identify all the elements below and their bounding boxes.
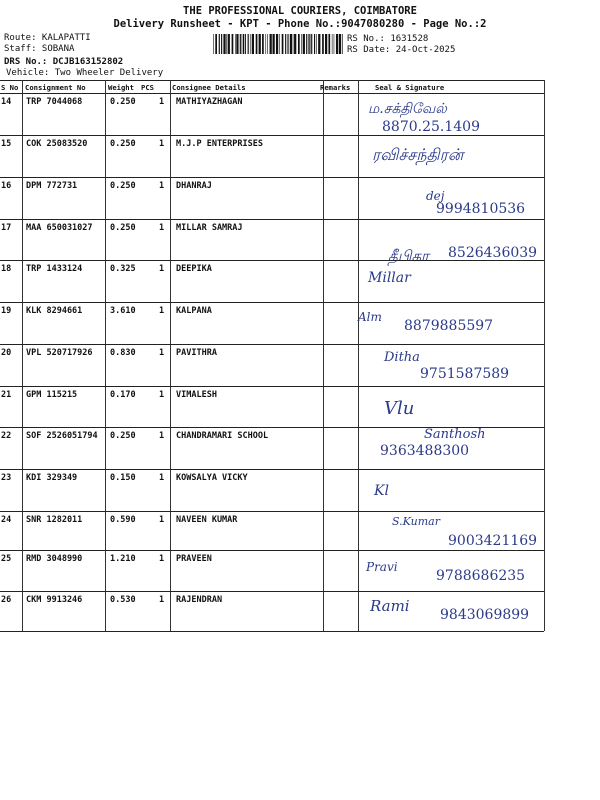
barcode-bar xyxy=(287,34,288,54)
handwritten-phone: 9363488300 xyxy=(380,443,470,459)
barcode-bar xyxy=(245,34,246,54)
handwritten-signature: Rami xyxy=(370,597,410,615)
table-row xyxy=(0,93,544,135)
sno-cell: 19 xyxy=(1,306,12,316)
weight-cell: 0.830 xyxy=(110,348,136,358)
table-row xyxy=(0,135,544,177)
consignee-cell: KALPANA xyxy=(176,306,212,316)
table-row xyxy=(0,386,544,427)
barcode-bar xyxy=(314,34,315,54)
pcs-cell: 1 xyxy=(159,473,165,483)
handwritten-signature: S.Kumar xyxy=(392,515,440,528)
consignment-cell: RMD 3048990 xyxy=(26,554,83,564)
pcs-cell: 1 xyxy=(159,554,165,564)
barcode-bar xyxy=(235,34,236,54)
pcs-cell: 1 xyxy=(159,181,165,191)
sno-cell: 24 xyxy=(1,515,12,525)
handwritten-phone: 9788686235 xyxy=(436,568,526,584)
table-row xyxy=(0,591,544,631)
consignee-cell: DEEPIKA xyxy=(176,264,212,274)
row-border xyxy=(0,631,544,632)
barcode-bar xyxy=(219,34,220,54)
barcode-bar xyxy=(293,34,294,54)
consignment-cell: TRP 7044068 xyxy=(26,97,83,107)
table-row xyxy=(0,260,544,302)
sno-cell: 25 xyxy=(1,554,12,564)
barcode-bar xyxy=(256,34,258,54)
handwritten-signature: ரவிச்சந்திரன் xyxy=(372,145,464,164)
rs-number: RS No.: 1631528 xyxy=(347,34,429,44)
weight-cell: 0.325 xyxy=(110,264,136,274)
handwritten-signature: Kl xyxy=(374,483,389,499)
weight-cell: 0.590 xyxy=(110,515,136,525)
barcode-bar xyxy=(311,34,312,54)
consignee-cell: PRAVEEN xyxy=(176,554,212,564)
sno-cell: 23 xyxy=(1,473,12,483)
consignment-cell: DPM 772731 xyxy=(26,181,78,191)
barcode-bar xyxy=(294,34,296,54)
sno-cell: 22 xyxy=(1,431,12,441)
drs-number: DRS No.: DCJB163152802 xyxy=(4,57,124,67)
barcode-bar xyxy=(303,34,305,54)
consignment-cell: TRP 1433124 xyxy=(26,264,83,274)
barcode-bar xyxy=(262,34,264,54)
consignment-cell: KLK 8294661 xyxy=(26,306,83,316)
weight-cell: 0.250 xyxy=(110,97,136,107)
header-pcs: PCS xyxy=(141,83,154,92)
consignment-cell: CKM 9913246 xyxy=(26,595,83,605)
table-row xyxy=(0,550,544,591)
consignment-cell: COK 25083520 xyxy=(26,139,88,149)
staff-label: Staff: SOBANA xyxy=(4,44,75,54)
barcode-bar xyxy=(265,34,266,54)
handwritten-signature: Santhosh xyxy=(424,427,486,442)
consignment-cell: SOF 2526051794 xyxy=(26,431,98,441)
sno-cell: 18 xyxy=(1,264,12,274)
vehicle-label: Vehicle: Two Wheeler Delivery xyxy=(6,68,164,78)
header-remarks: Remarks xyxy=(320,83,351,92)
handwritten-signature: Millar xyxy=(368,270,411,286)
header-sno: S No xyxy=(1,83,19,92)
consignment-cell: SNR 1282011 xyxy=(26,515,83,525)
barcode-bar xyxy=(309,34,310,54)
barcode-bar xyxy=(252,34,254,54)
barcode-bar xyxy=(316,34,317,54)
weight-cell: 0.530 xyxy=(110,595,136,605)
table-row xyxy=(0,469,544,511)
consignee-cell: MATHIYAZHAGAN xyxy=(176,97,243,107)
barcode-bar xyxy=(228,34,230,54)
weight-cell: 0.170 xyxy=(110,390,136,400)
consignee-cell: NAVEEN KUMAR xyxy=(176,515,238,525)
sno-cell: 14 xyxy=(1,97,12,107)
weight-cell: 1.210 xyxy=(110,554,136,564)
table-row xyxy=(0,344,544,386)
pcs-cell: 1 xyxy=(159,390,165,400)
handwritten-phone: 9751587589 xyxy=(420,366,510,382)
header-weight: Weight xyxy=(108,83,134,92)
barcode-bar xyxy=(322,34,324,54)
barcode-bar xyxy=(242,34,243,54)
handwritten-phone: 9994810536 xyxy=(436,201,526,217)
barcode-bar xyxy=(223,34,225,54)
barcode-bar xyxy=(226,34,227,54)
barcode-bar xyxy=(298,34,300,54)
barcode-bar xyxy=(290,34,292,54)
rs-date: RS Date: 24-Oct-2025 xyxy=(347,45,456,55)
pcs-cell: 1 xyxy=(159,431,165,441)
table-row xyxy=(0,302,544,344)
barcode-bar xyxy=(332,34,333,54)
pcs-cell: 1 xyxy=(159,264,165,274)
pcs-cell: 1 xyxy=(159,223,165,233)
barcode-bar xyxy=(328,34,330,54)
pcs-cell: 1 xyxy=(159,595,165,605)
sno-cell: 21 xyxy=(1,390,12,400)
header-seal: Seal & Signature xyxy=(375,83,445,92)
barcode-bar xyxy=(276,34,278,54)
barcode-bar xyxy=(248,34,249,54)
handwritten-signature: ம.சக்திவேல் xyxy=(368,101,447,117)
weight-cell: 0.150 xyxy=(110,473,136,483)
table-top-border xyxy=(0,80,544,81)
pcs-cell: 1 xyxy=(159,348,165,358)
sno-cell: 15 xyxy=(1,139,12,149)
header-consignee: Consignee Details xyxy=(172,83,246,92)
sno-cell: 26 xyxy=(1,595,12,605)
weight-cell: 0.250 xyxy=(110,181,136,191)
handwritten-phone: 8879885597 xyxy=(404,318,494,334)
barcode-bar xyxy=(243,34,244,54)
barcode-bar xyxy=(306,34,307,54)
table-row xyxy=(0,427,544,469)
table-row xyxy=(0,511,544,550)
pcs-cell: 1 xyxy=(159,97,165,107)
header-consignment: Consignment No xyxy=(25,83,86,92)
consignee-cell: M.J.P ENTERPRISES xyxy=(176,139,263,149)
consignee-cell: RAJENDRAN xyxy=(176,595,223,605)
weight-cell: 0.250 xyxy=(110,431,136,441)
barcode-bar xyxy=(240,34,241,54)
weight-cell: 3.610 xyxy=(110,306,136,316)
runsheet-subtitle: Delivery Runsheet - KPT - Phone No.:9047080280 - Page No.:2 xyxy=(113,18,487,30)
barcode-bar xyxy=(336,34,338,54)
barcode-bar xyxy=(342,34,343,54)
barcode-image xyxy=(213,34,343,54)
barcode-bar xyxy=(270,34,272,54)
barcode-bar xyxy=(232,34,234,54)
handwritten-phone: 8870.25.1409 xyxy=(382,119,480,135)
barcode-bar xyxy=(339,34,341,54)
barcode-bar xyxy=(250,34,251,54)
barcode-bar xyxy=(285,34,286,54)
route-label: Route: KALAPATTI xyxy=(4,33,91,43)
barcode-bar xyxy=(267,34,268,54)
table-row xyxy=(0,177,544,219)
consignee-cell: CHANDRAMARI SCHOOL xyxy=(176,431,269,441)
col-divider xyxy=(544,80,545,631)
company-title: THE PROFESSIONAL COURIERS, COIMBATORE xyxy=(183,5,417,17)
barcode-bar xyxy=(334,34,335,54)
consignment-cell: MAA 650031027 xyxy=(26,223,93,233)
handwritten-phone: 9843069899 xyxy=(440,607,530,623)
barcode-bar xyxy=(236,34,238,54)
weight-cell: 0.250 xyxy=(110,139,136,149)
consignment-cell: KDI 329349 xyxy=(26,473,78,483)
barcode-bar xyxy=(308,34,309,54)
handwritten-signature: Pravi xyxy=(366,560,398,574)
barcode-bar xyxy=(325,34,327,54)
handwritten-signature: Alm xyxy=(358,310,382,324)
consignment-cell: GPM 115215 xyxy=(26,390,78,400)
handwritten-phone: 9003421169 xyxy=(448,533,538,549)
weight-cell: 0.250 xyxy=(110,223,136,233)
barcode-bar xyxy=(273,34,275,54)
barcode-bar xyxy=(279,34,280,54)
barcode-bar xyxy=(318,34,320,54)
pcs-cell: 1 xyxy=(159,515,165,525)
consignee-cell: VIMALESH xyxy=(176,390,217,400)
barcode-bar xyxy=(259,34,261,54)
pcs-cell: 1 xyxy=(159,306,165,316)
handwritten-signature: Ditha xyxy=(384,350,420,365)
handwritten-signature: Vlu xyxy=(384,398,415,419)
handwritten-signature: தீபிகா xyxy=(388,247,429,265)
consignee-cell: KOWSALYA VICKY xyxy=(176,473,248,483)
consignee-cell: DHANRAJ xyxy=(176,181,212,191)
table-row xyxy=(0,219,544,265)
consignment-cell: VPL 520717926 xyxy=(26,348,93,358)
barcode-bar xyxy=(213,34,214,54)
sno-cell: 17 xyxy=(1,223,12,233)
consignee-cell: MILLAR SAMRAJ xyxy=(176,223,243,233)
handwritten-signature: dej xyxy=(426,189,445,203)
barcode-bar xyxy=(301,34,302,54)
barcode-bar xyxy=(282,34,284,54)
sno-cell: 16 xyxy=(1,181,12,191)
barcode-bar xyxy=(215,34,217,54)
consignee-cell: PAVITHRA xyxy=(176,348,217,358)
pcs-cell: 1 xyxy=(159,139,165,149)
barcode-bar xyxy=(221,34,222,54)
handwritten-phone: 8526436039 xyxy=(448,245,538,261)
sno-cell: 20 xyxy=(1,348,12,358)
